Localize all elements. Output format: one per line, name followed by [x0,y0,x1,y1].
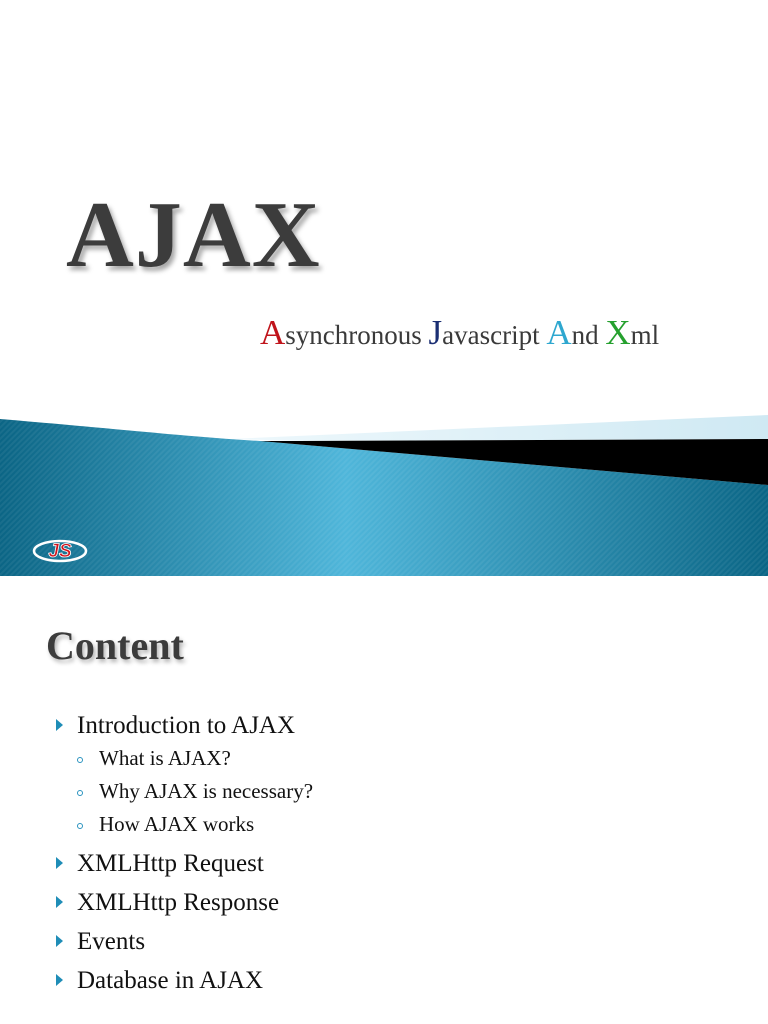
list-item-label: Introduction to AJAX [77,712,296,739]
list-item [54,883,313,922]
triangle-right-icon [56,935,63,947]
list-item-label: Database in AJAX [77,967,264,994]
sub-list-item [77,775,313,808]
sub-list-item [77,742,313,775]
subtitle-initial-a: A [260,313,286,352]
subtitle-initial-a2: A [546,313,572,352]
decorative-swoosh-band [0,415,768,576]
ring-icon [77,823,83,829]
list-item-label: XMLHttp Response [77,889,280,916]
ring-icon [77,790,83,796]
subtitle-initial-x: X [605,313,631,352]
subtitle-word-rest: synchronous [285,320,429,350]
subtitle-word-rest: avascript [442,320,547,350]
subtitle-word-rest: ml [630,320,660,350]
triangle-right-icon [56,857,63,869]
sub-list-item-label: How AJAX works [99,812,255,836]
slide-title: AJAX [66,183,321,287]
list-item-label: Events [77,928,146,955]
triangle-right-icon [56,719,63,731]
content-title: Content [46,623,184,668]
ring-icon [77,757,83,763]
list-item-label: XMLHttp Request [77,850,264,877]
content-bullet-list [54,706,313,1000]
sub-bullet-list [77,742,313,841]
sub-list-item-label: What is AJAX? [99,746,231,770]
triangle-right-icon [56,896,63,908]
content-slide [0,576,768,1024]
triangle-right-icon [56,974,63,986]
list-item [54,706,313,841]
js-logo-text: JS [48,541,72,562]
subtitle-initial-j: J [428,313,443,352]
list-item [54,844,313,883]
list-item [54,961,313,1000]
list-item [54,922,313,961]
slide-subtitle [260,312,659,354]
js-logo [32,538,88,564]
subtitle-word-rest: nd [571,320,606,350]
sub-list-item-label: Why AJAX is necessary? [99,779,314,803]
sub-list-item [77,808,313,841]
